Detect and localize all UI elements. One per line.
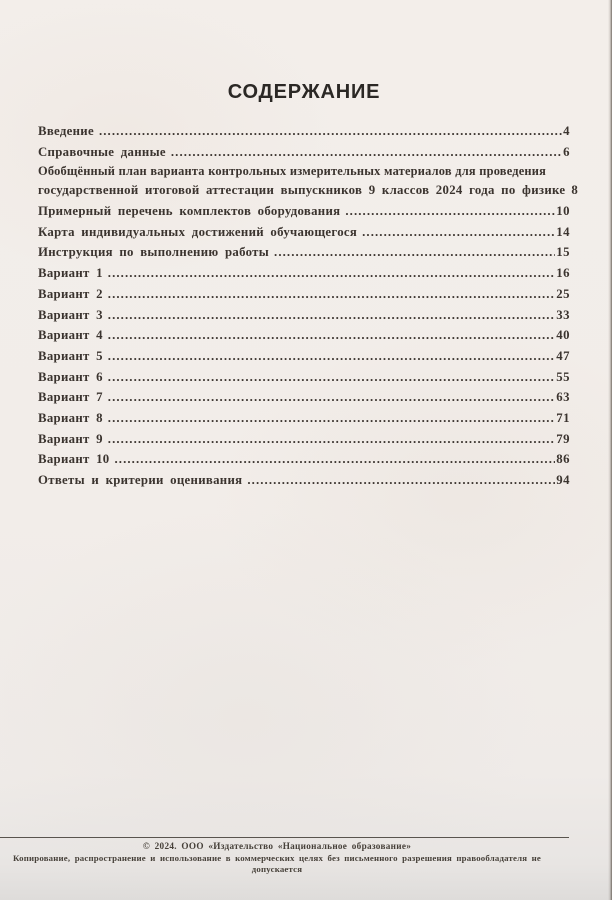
toc-entry-label: Вариант 7 (38, 390, 103, 405)
toc-entry-page: 8 (571, 183, 579, 198)
toc-entry (38, 408, 570, 429)
dot-leader (108, 325, 555, 346)
table-of-contents (38, 121, 579, 491)
toc-entry-label: Вариант 10 (38, 452, 110, 467)
toc-entry-page: 47 (556, 348, 570, 363)
dot-leader (108, 346, 555, 367)
toc-entry-label: Вариант 1 (38, 266, 103, 281)
dot-leader (362, 222, 555, 243)
toc-entry-page: 33 (556, 307, 570, 322)
dot-leader (108, 284, 555, 305)
toc-entry-page: 14 (556, 224, 570, 239)
toc-entry-label: Вариант 6 (38, 369, 103, 384)
toc-entry-label: Ответы и критерии оценивания (38, 473, 243, 487)
toc-entry-page: 86 (556, 452, 570, 467)
copy-restriction-notice: Копирование, распространение и использование в коммерческих целях без письменного разрешения правообладателя не допускается (12, 852, 542, 874)
dot-leader (171, 142, 562, 163)
toc-entry (38, 367, 570, 388)
dot-leader (108, 408, 555, 429)
toc-entry-label: Справочные данные (38, 144, 166, 159)
toc-entry (38, 201, 570, 222)
dot-leader (274, 242, 555, 263)
toc-entry-label: Вариант 8 (38, 410, 103, 425)
toc-entry-label: государственной итоговой аттестации выпускников 9 классов 2024 года по физике (38, 183, 566, 198)
toc-entry-page: 25 (556, 286, 570, 301)
toc-entry-page: 16 (556, 266, 570, 281)
toc-entry (38, 263, 570, 284)
dot-leader (247, 470, 555, 491)
toc-entry-page: 55 (556, 369, 570, 384)
toc-entry-label: Вариант 2 (38, 286, 103, 301)
dot-leader (108, 367, 555, 388)
toc-entry (38, 222, 570, 243)
dot-leader (99, 121, 562, 142)
toc-entry-page: 10 (556, 204, 570, 219)
dot-leader (108, 305, 555, 326)
toc-entry-label: Вариант 3 (38, 307, 103, 322)
toc-entry-page: 6 (563, 144, 570, 159)
toc-entry (38, 305, 570, 326)
toc-entry-page: 40 (556, 328, 570, 343)
toc-entry-page: 63 (556, 390, 570, 405)
toc-entry (38, 387, 570, 408)
footer-divider (0, 837, 569, 838)
page-edge-shadow (608, 0, 612, 900)
copyright-line: © 2024. ООО «Издательство «Национальное образование» (142, 841, 412, 851)
toc-entry-label: Введение (38, 124, 94, 138)
toc-entry-page: 4 (563, 124, 570, 138)
toc-entry (38, 346, 570, 367)
toc-entry-wrapped-line: Обобщённый план варианта контрольных измерительных материалов для проведения (38, 164, 546, 179)
dot-leader (345, 201, 555, 222)
toc-entry (38, 121, 570, 142)
toc-entry (38, 470, 570, 491)
toc-entry (38, 325, 570, 346)
toc-entry-label: Примерный перечень комплектов оборудования (38, 204, 341, 219)
toc-entry (38, 180, 579, 201)
toc-entry (38, 142, 570, 163)
footer (2, 840, 552, 876)
toc-entry-page: 94 (556, 473, 570, 487)
toc-entry-label: Вариант 5 (38, 348, 103, 363)
page-content (38, 0, 579, 491)
toc-entry (38, 242, 570, 263)
page-title: СОДЕРЖАНИЕ (227, 81, 381, 103)
toc-entry-label: Инструкция по выполнению работы (38, 245, 270, 260)
toc-entry (38, 284, 570, 305)
toc-entry (38, 449, 570, 470)
toc-entry-label: Карта индивидуальных достижений обучающегося (38, 224, 358, 239)
toc-entry-page: 71 (556, 410, 570, 425)
toc-entry-label: Вариант 9 (38, 431, 103, 446)
toc-entry (38, 429, 570, 450)
dot-leader (108, 429, 555, 450)
dot-leader (108, 263, 555, 284)
dot-leader (114, 449, 555, 470)
toc-entry-label: Вариант 4 (38, 328, 103, 343)
toc-entry-page: 15 (556, 245, 570, 260)
toc-entry-page: 79 (556, 431, 570, 446)
dot-leader (108, 387, 555, 408)
